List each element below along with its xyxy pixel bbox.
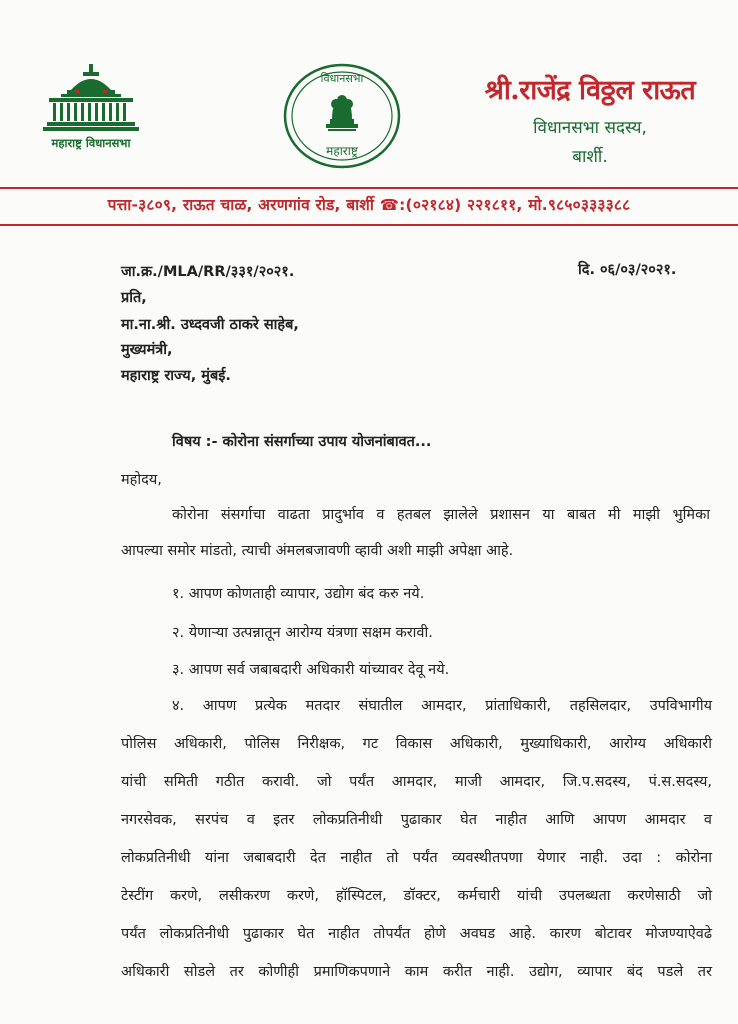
- letter-date: दि. ०६/०३/२०२१.: [578, 262, 677, 278]
- assembly-seal: [282, 62, 402, 174]
- subject-line: विषय :- कोरोना संसर्गाच्या उपाय योजनांबावत...: [172, 434, 432, 450]
- point4-line: टेस्टींग करणे, लसीकरण करणे, हॉस्पिटल, डॉक्टर, कर्मचारी यांची उपलब्धता करणेसाठी जो: [121, 888, 712, 904]
- reference-number: जा.क्र./MLA/RR/३३१/२०२१.: [121, 264, 295, 280]
- point4-line: ४. आपण प्रत्येक मतदार संघातील आमदार, प्रांताधिकारी, तहसिलदार, उपविभागीय: [172, 698, 712, 714]
- member-place: बार्शी.: [572, 147, 608, 167]
- seal-top-text: विधानसभा: [320, 72, 364, 85]
- point4-line: यांची समिती गठीत करावी. जो पर्यंत आमदार, माजी आमदार, जि.प.सदस्य, पं.स.सदस्य,: [121, 774, 712, 790]
- point4-line: नगरसेवक, सरपंच व इतर लोकप्रतिनीधी पुढाकार घेत नाहीत आणि आपण आमदार व: [121, 812, 712, 828]
- point-item: १. आपण कोणताही व्यापार, उद्योग बंद करु नये.: [172, 586, 425, 602]
- point4-line: लोकप्रतिनीधी यांना जबाबदारी देत नाहीत तो पर्यंत व्यवस्थीतपणा येणार नाही. उदा : कोरोना: [121, 850, 712, 866]
- assembly-emblem: [26, 62, 156, 151]
- point-item: २. येणाऱ्या उत्पन्नातून आरोग्य यंत्रणा सक्षम करावी.: [172, 625, 433, 641]
- point-item: ३. आपण सर्व जबाबदारी अधिकारी यांच्यावर देवू नये.: [172, 662, 450, 678]
- point4-line: पोलिस अधिकारी, पोलिस निरीक्षक, गट विकास अधिकारी, मुख्याधिकारी, आरोग्य अधिकारी: [121, 736, 712, 752]
- point4-line: अधिकारी सोडले तर कोणीही प्रमाणिकपणाने काम करीत नाही. उद्योग, व्यापार बंद पडले तर: [121, 964, 712, 980]
- member-block: [460, 70, 720, 167]
- member-role: विधानसभा सदस्य,: [533, 118, 647, 138]
- vidhan-bhavan-icon: [43, 62, 139, 132]
- seal-bottom-text: महाराष्ट्र: [326, 144, 358, 158]
- address-line: पत्ता-३८०९, राऊत चाळ, अरणगांव रोड, बार्शी ☎:(०२१८४) २२१८११, मो.९८५०३३३३८८: [107, 196, 631, 214]
- addressee-line: महाराष्ट्र राज्य, मुंबई.: [121, 368, 231, 384]
- assembly-caption: महाराष्ट्र विधानसभा: [51, 136, 131, 150]
- addressee-line: मुख्यमंत्री,: [121, 342, 173, 358]
- header-divider-top: [0, 187, 738, 189]
- intro-line: कोरोना संसर्गाचा वाढता प्रादुर्भाव व हतबल झालेले प्रशासन या बाबत मी माझी भुमिका: [172, 507, 710, 523]
- intro-line: आपल्या समोर मांडतो, त्याची अंमलबजावणी व्हावी अशी माझी अपेक्षा आहे.: [121, 543, 514, 559]
- member-name: श्री.राजेंद्र विठ्ठल राऊत: [484, 75, 696, 106]
- addressee-line: मा.ना.श्री. उध्दवजी ठाकरे साहेब,: [121, 317, 299, 333]
- point4-line: पर्यंत लोकप्रतिनीधी पुढाकार घेत नाहीत तोपर्यंत होणे अवघड आहे. कारण बोटावर मोजण्याऐवढे: [121, 926, 712, 942]
- header-divider-bottom: [0, 224, 738, 226]
- to-label: प्रति,: [121, 290, 147, 306]
- salutation: महोदय,: [121, 472, 162, 488]
